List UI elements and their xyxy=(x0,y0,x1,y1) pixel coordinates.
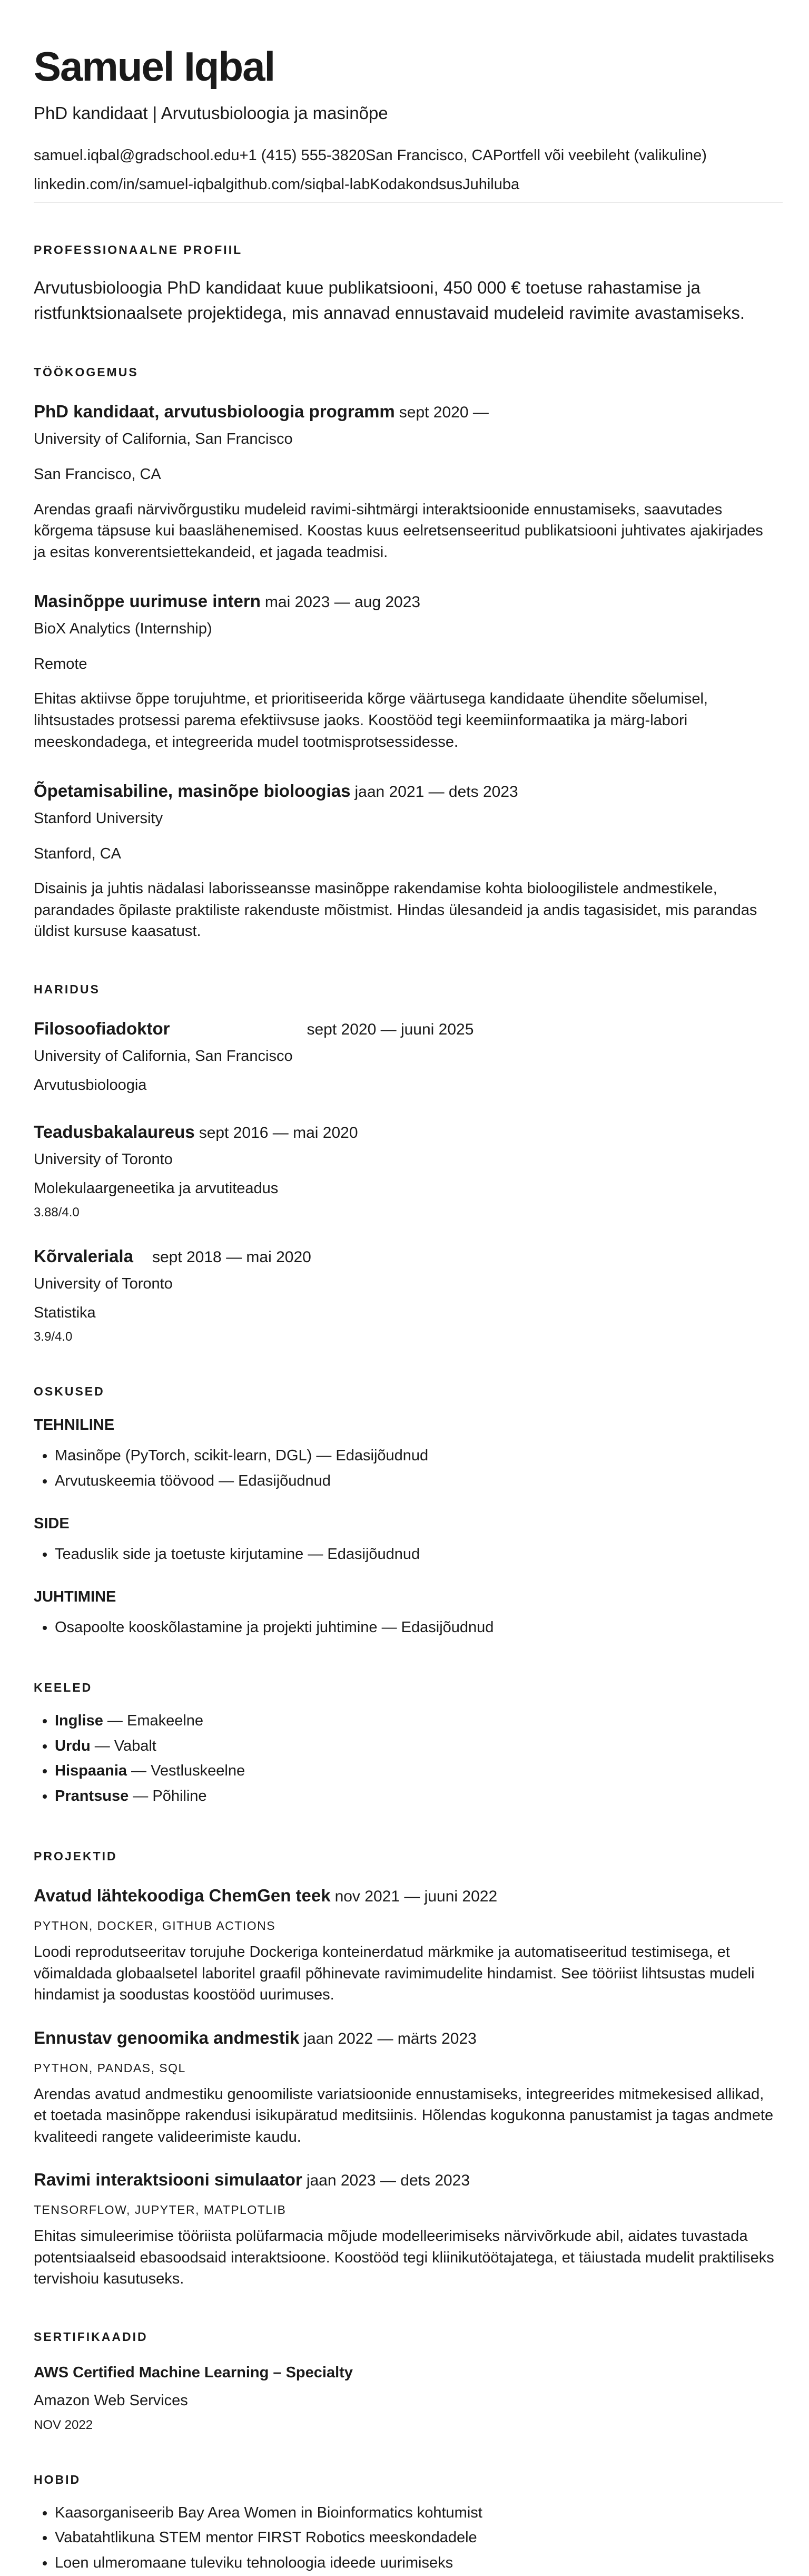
project-title: Ennustav genoomika andmestik xyxy=(34,2027,300,2047)
degree-school: University of California, San Francisco xyxy=(34,1047,293,1065)
job-dates: jaan 2021 — dets 2023 xyxy=(354,783,518,801)
skills-comm-list xyxy=(34,1542,775,1567)
degree-field: Molekulaargeneetika ja arvutiteadus xyxy=(34,1179,279,1197)
degree-title: Kõrvaleriala xyxy=(34,1246,133,1266)
project-dates: nov 2021 — juuni 2022 xyxy=(334,1888,498,1906)
experience-item xyxy=(34,401,775,563)
experience-list xyxy=(34,401,775,942)
hobby-item: • Vabatahtlikuna STEM mentor FIRST Robotics meeskondadele xyxy=(55,2525,775,2551)
candidate-name: Samuel Iqbal xyxy=(34,43,275,90)
job-org: Stanford University xyxy=(34,810,163,827)
degree-gpa: 3.9/4.0 xyxy=(34,1330,73,1344)
education-list xyxy=(34,1018,775,1344)
degree-dates: sept 2018 — mai 2020 xyxy=(152,1248,311,1266)
hobby-item: • Kaasorganiseerib Bay Area Women in Bioinformatics kohtumist xyxy=(55,2501,775,2526)
project-item xyxy=(34,1885,775,2006)
job-description: Arendas graafi närvivõrgustiku mudeleid ravimi-sihtmärgi interaktsioonide ennustamiseks, saavutades kõrgema täpsuse kui baaslähenemised. Koostas kuus eelretsenseeritud publikatsiooni juhtivates ajakirjades ja esitas konverentsiettekandeid, et jagada teadmisi. xyxy=(34,501,763,561)
project-title: Ravimi interaktsiooni simulaator xyxy=(34,2170,302,2190)
job-title: PhD kandidaat, arvutusbioloogia programm xyxy=(34,402,395,422)
project-dates: jaan 2023 — dets 2023 xyxy=(306,2172,470,2190)
github-link[interactable]: github.com/siqbal-lab xyxy=(225,175,370,193)
phone-number: +1 (415) 555-3820 xyxy=(239,147,366,164)
email-link[interactable]: samuel.iqbal@gradschool.edu xyxy=(34,147,240,164)
project-description: Arendas avatud andmestiku genoomiliste variatsioonide ennustamiseks, integreerides mitmekesised allikad, et toetada masinõppe rakendusi isikupäratud meditsiinis. Hõlendas kogukonna panustamist ja tagas andmete kvaliteedi rangete valideerimiste kaudu. xyxy=(34,2085,774,2145)
job-location: San Francisco, CA xyxy=(34,465,161,483)
project-item xyxy=(34,2169,775,2290)
citizenship: Kodakondsus xyxy=(370,175,463,193)
cert-date: NOV 2022 xyxy=(34,2417,93,2432)
experience-item xyxy=(34,780,775,942)
language-level: — Vabalt xyxy=(90,1737,156,1754)
experience-item xyxy=(34,590,775,753)
hobbies-list xyxy=(34,2501,775,2576)
job-description: Ehitas aktiivse õppe torujuhtme, et prioritiseerida kõrge väärtusega kandidaate ühendite sõelumisel, lihtsustades protsessi parema efektiivsuse jaoks. Koostööd tegi keemiinformaatika ja märg-labori meeskondadega, et integreerida mudel tootmisprotsessidesse. xyxy=(34,690,708,750)
job-dates: mai 2023 — aug 2023 xyxy=(264,593,421,611)
cert-issuer: Amazon Web Services xyxy=(34,2392,188,2409)
project-description: Ehitas simuleerimise tööriista polüfarmacia mõjude modelleerimiseks närvivõrkude abil, aidates tuvastada potentsiaalseid ebasoodsaid interaktsioone. Koostööd tegi kliinikutöötajatega, et täiustada mudelit praktiliseks tervishoiu kasutuseks. xyxy=(34,2228,774,2288)
project-tech: PYTHON, PANDAS, SQL xyxy=(34,2061,186,2075)
skill-item: • Arvutuskeemia töövood — Edasijõudnud xyxy=(55,1469,775,1494)
section-title-certifications: SERTIFIKAADID xyxy=(34,2330,148,2344)
job-title: Õpetamisabiline, masinõpe bioloogias xyxy=(34,781,351,801)
skills-lead-list xyxy=(34,1615,775,1641)
linkedin-link[interactable]: linkedin.com/in/samuel-iqbal xyxy=(34,175,226,193)
degree-title: Teadusbakalaureus xyxy=(34,1122,195,1142)
section-title-projects: PROJEKTID xyxy=(34,1849,117,1863)
profile-summary: Arvutusbioloogia PhD kandidaat kuue publikatsiooni, 450 000 € toetuse rahastamise ja ristfunktsionaalsete projektidega, mis annavad ennustavaid mudeleid ravimite avastamiseks. xyxy=(34,277,745,323)
skills-comm-title: SIDE xyxy=(34,1515,70,1532)
skills-technical-title: TEHNILINE xyxy=(34,1417,115,1434)
job-org: University of California, San Francisco xyxy=(34,431,293,448)
section-title-experience: TÖÖKOGEMUS xyxy=(34,365,139,379)
language-name: Inglise xyxy=(55,1712,103,1729)
job-org: BioX Analytics (Internship) xyxy=(34,620,212,638)
contact-line-2 xyxy=(34,170,775,199)
degree-field: Arvutusbioloogia xyxy=(34,1076,147,1094)
project-tech: PYTHON, DOCKER, GITHUB ACTIONS xyxy=(34,1918,276,1933)
education-item xyxy=(34,1245,775,1344)
section-title-languages: KEELED xyxy=(34,1680,93,1694)
project-description: Loodi reprodutseeritav torujuhe Dockeriga konteinerdatud märkmike ja automatiseeritud testimisega, et võimaldada globaalsetel laboritel graafil põhinevate ravimimudelite hindamist. See tööriist lihtsustas mudeli hindamist ja soodustas koostööd uurimuses. xyxy=(34,1943,755,2004)
language-item xyxy=(55,1734,775,1759)
education-item xyxy=(34,1121,775,1220)
language-level: — Vestluskeelne xyxy=(127,1762,245,1780)
skill-item: • Teaduslik side ja toetuste kirjutamine — Edasijõudnud xyxy=(55,1542,775,1567)
degree-school: University of Toronto xyxy=(34,1151,173,1168)
degree-gpa: 3.88/4.0 xyxy=(34,1205,80,1220)
language-level: — Põhiline xyxy=(129,1788,207,1805)
project-item xyxy=(34,2027,775,2148)
contact-block xyxy=(34,141,775,199)
language-item xyxy=(55,1709,775,1734)
contact-line-1 xyxy=(34,141,775,170)
languages-list xyxy=(34,1709,775,1809)
project-tech: TENSORFLOW, JUPYTER, MATPLOTLIB xyxy=(34,2203,287,2217)
job-description: Disainis ja juhtis nädalasi laborisseansse masinõppe rakendamise kohta bioloogilistele andmestikele, parandades õpilaste praktiliste rakenduste mõistmist. Hindas ülesandeid ja andis tagasisidet, mis parandas üldist kursuse kaasatust. xyxy=(34,880,757,940)
hobby-item: • Loen ulmeromaane tuleviku tehnoloogia ideede uurimiseks xyxy=(55,2551,775,2576)
section-title-profile: PROFESSIONAALNE PROFIIL xyxy=(34,242,243,257)
job-location: Stanford, CA xyxy=(34,845,122,862)
language-level: — Emakeelne xyxy=(103,1712,204,1729)
drivers-license: Juhiluba xyxy=(462,175,520,193)
job-dates: sept 2020 — xyxy=(399,404,489,422)
language-name: Hispaania xyxy=(55,1762,127,1780)
section-title-skills: OSKUSED xyxy=(34,1384,105,1399)
location: San Francisco, CA xyxy=(366,147,493,164)
section-title-education: HARIDUS xyxy=(34,982,100,997)
language-name: Prantsuse xyxy=(55,1788,129,1805)
project-dates: jaan 2022 — märts 2023 xyxy=(303,2029,477,2047)
skill-item: • Osapoolte kooskõlastamine ja projekti juhtimine — Edasijõudnud xyxy=(55,1615,775,1641)
language-item xyxy=(55,1759,775,1784)
skills-lead-title: JUHTIMINE xyxy=(34,1588,116,1605)
degree-title: Filosoofiadoktor xyxy=(34,1019,170,1039)
skills-technical-list xyxy=(34,1443,775,1494)
degree-dates: sept 2016 — mai 2020 xyxy=(199,1124,358,1142)
portfolio-link[interactable]: Portfell või veebileht (valikuline) xyxy=(492,147,707,164)
skill-item: • Masinõpe (PyTorch, scikit-learn, DGL) — Edasijõudnud xyxy=(55,1443,775,1469)
project-title: Avatud lähtekoodiga ChemGen teek xyxy=(34,1886,331,1906)
cert-name: AWS Certified Machine Learning – Specialty xyxy=(34,2364,353,2382)
degree-field: Statistika xyxy=(34,1304,96,1321)
header-divider xyxy=(34,202,783,203)
language-name: Urdu xyxy=(55,1737,91,1754)
section-title-hobbies: HOBID xyxy=(34,2472,81,2486)
job-location: Remote xyxy=(34,655,87,672)
degree-school: University of Toronto xyxy=(34,1275,173,1293)
degree-dates: sept 2020 — juuni 2025 xyxy=(307,1021,474,1039)
job-title: Masinõppe uurimuse intern xyxy=(34,591,261,611)
candidate-subtitle: PhD kandidaat | Arvutusbioloogia ja masinõpe xyxy=(34,103,388,123)
language-item xyxy=(55,1784,775,1809)
education-item xyxy=(34,1018,775,1096)
